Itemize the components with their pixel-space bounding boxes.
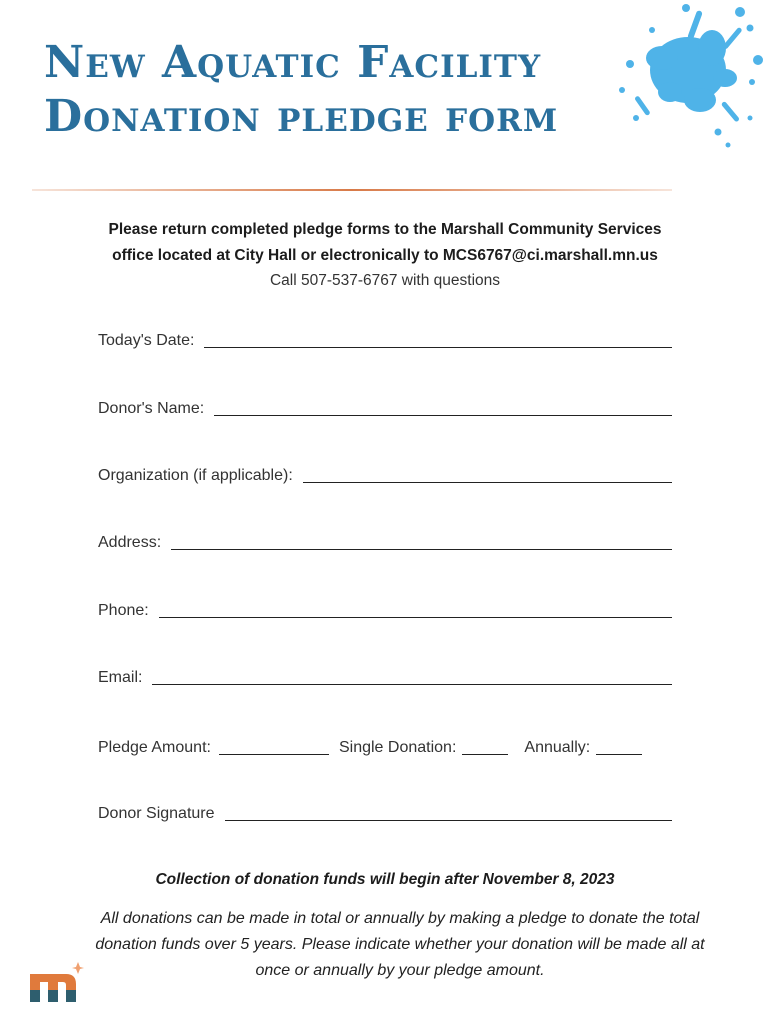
field-label: Today's Date: <box>98 332 195 349</box>
field-donor-name <box>98 392 672 418</box>
email-input-line[interactable] <box>152 684 672 685</box>
field-label: Email: <box>98 669 143 686</box>
marshall-m-logo <box>28 960 84 1006</box>
intro-line-2: office located at City Hall or electronically to MCS6767@ci.marshall.mn.us <box>112 247 658 264</box>
intro-line-1: Please return completed pledge forms to the Marshall Community Services <box>108 221 662 238</box>
date-input-line[interactable] <box>204 347 672 348</box>
donation-note: All donations can be made in total or annually by making a pledge to donate the total donation funds over 5 years. Please indicate whether your donation will be made all at once or annually by your pledge amount. <box>95 910 705 979</box>
header-divider <box>32 189 672 191</box>
field-email <box>98 661 672 687</box>
field-label: Address: <box>98 534 162 551</box>
single-donation-input-line[interactable] <box>462 754 508 755</box>
field-label: Donor's Name: <box>98 400 205 417</box>
title-line-2: Donation pledge form <box>44 91 559 142</box>
field-label: Phone: <box>98 602 149 619</box>
address-input-line[interactable] <box>171 549 672 550</box>
phone-input-line[interactable] <box>159 617 672 618</box>
field-address <box>98 526 672 552</box>
single-donation-label: Single Donation: <box>338 739 457 756</box>
field-phone <box>98 594 672 620</box>
collection-notice: Collection of donation funds will begin after November 8, 2023 <box>155 871 615 888</box>
field-donor-signature <box>98 797 672 823</box>
signature-input-line[interactable] <box>225 820 672 821</box>
pledge-row <box>98 731 678 757</box>
title-line-1: New Aquatic Facility <box>44 37 542 88</box>
field-organization <box>98 459 672 485</box>
field-todays-date <box>98 324 672 350</box>
donor-name-input-line[interactable] <box>214 415 672 416</box>
annually-label: Annually: <box>524 739 591 756</box>
pledge-amount-input-line[interactable] <box>219 754 329 755</box>
annually-input-line[interactable] <box>596 754 642 755</box>
paint-splash-icon <box>600 0 770 150</box>
intro-phone-line: Call 507-537-6767 with questions <box>269 272 501 289</box>
field-label: Donor Signature <box>98 805 215 822</box>
field-label: Organization (if applicable): <box>98 467 293 484</box>
organization-input-line[interactable] <box>303 482 672 483</box>
pledge-amount-label: Pledge Amount: <box>98 739 211 756</box>
form-title <box>44 36 664 144</box>
